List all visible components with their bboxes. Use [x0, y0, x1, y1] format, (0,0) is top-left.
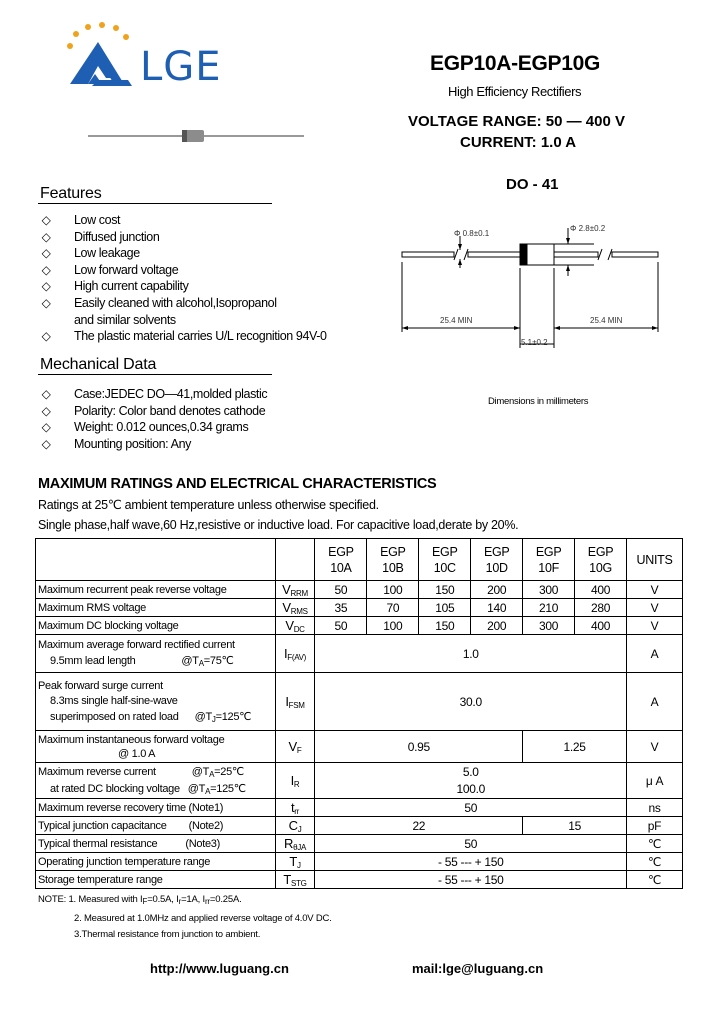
- table-row: Maximum instantaneous forward voltage @ 1.0 A $V_F$ 0.95 1.25 V: [36, 731, 683, 763]
- table-row: Typical thermal resistance (Note3) $R_{\theta JA}$ 50 ℃: [36, 835, 683, 853]
- note-1: NOTE: 1. Measured with $I_F=0.5A$, $I_r=1A$, $I_{rr}=0.25A$.: [38, 894, 242, 906]
- table-row: Maximum reverse current $@T_A=25℃$ at rated DC blocking voltage $@T_A=125℃$ $I_R$ 5.0 100.0 μ A: [36, 763, 683, 799]
- col-head-10a: EGP 10A: [315, 539, 367, 581]
- footer-website-link[interactable]: http://www.luguang.cn: [150, 961, 289, 976]
- bullet-diamond-icon: ◇: [41, 436, 51, 451]
- dimension-note: Dimensions in millimeters: [488, 396, 589, 407]
- bullet-diamond-icon: ◇: [41, 246, 51, 261]
- col-head-10g: EGP 10G: [575, 539, 627, 581]
- dim-lead-length-left: 25.4 MIN: [440, 316, 473, 325]
- table-row: Maximum average forward rectified current 9.5mm lead length $@T_A=75℃$ $I_{F(AV)}$ 1.0 A: [36, 635, 683, 673]
- col-head-10c: EGP 10C: [419, 539, 471, 581]
- list-item-continuation: and similar solvents: [74, 312, 176, 327]
- features-heading: Features: [40, 185, 102, 202]
- part-subtitle: High Efficiency Rectifiers: [448, 84, 582, 99]
- ratings-condition-1: Ratings at 25℃ ambient temperature unless otherwise specified.: [38, 498, 379, 512]
- bullet-diamond-icon: ◇: [41, 329, 51, 344]
- package-name: DO - 41: [506, 176, 559, 193]
- list-item: ◇ Diffused junction: [41, 229, 160, 244]
- footer-email-link[interactable]: mail:lge@luguang.cn: [412, 961, 544, 976]
- bullet-diamond-icon: ◇: [41, 403, 51, 418]
- list-item: ◇ High current capability: [41, 279, 189, 294]
- table-row: Maximum recurrent peak reverse voltage $V_{RRM}$ 50 100 150 200 300 400 V: [36, 581, 683, 599]
- mechanical-heading: Mechanical Data: [40, 356, 157, 373]
- voltage-range: VOLTAGE RANGE: 50 — 400 V: [408, 113, 625, 130]
- dim-body-length: 5.1±0.2: [521, 338, 548, 347]
- logo-text: LGE: [140, 44, 222, 90]
- ratings-heading: MAXIMUM RATINGS AND ELECTRICAL CHARACTERISTICS: [38, 476, 437, 492]
- package-dimension-drawing: [398, 220, 663, 350]
- table-header-row: [36, 539, 683, 581]
- bullet-diamond-icon: ◇: [41, 420, 51, 435]
- notes: [38, 892, 332, 944]
- list-item: ◇ Low leakage: [41, 246, 140, 261]
- features-list: [40, 212, 380, 345]
- part-number-title: EGP10A-EGP10G: [430, 52, 601, 75]
- features-underline: [38, 203, 272, 204]
- col-head-10b: EGP 10B: [367, 539, 419, 581]
- ratings-table: [35, 538, 683, 889]
- list-item: ◇ Polarity: Color band denotes cathode: [41, 403, 266, 418]
- table-row: Typical junction capacitance (Note2) $C_J$ 22 15 pF: [36, 817, 683, 835]
- list-item: ◇ The plastic material carries U/L recognition 94V-0: [41, 329, 327, 344]
- list-item: ◇ Low forward voltage: [41, 262, 179, 277]
- bullet-diamond-icon: ◇: [41, 262, 51, 277]
- table-row: Storage temperature range $T_{STG}$ - 55 --- + 150 ℃: [36, 871, 683, 889]
- dim-body-diameter: Φ 2.8±0.2: [570, 224, 606, 233]
- table-row: Peak forward surge current 8.3ms single half-sine-wave superimposed on rated load $@T_J=125℃$ $I_{FSM}$ 30.0 A: [36, 673, 683, 731]
- col-head-10f: EGP 10F: [523, 539, 575, 581]
- table-row: Operating junction temperature range $T_J$ - 55 --- + 150 ℃: [36, 853, 683, 871]
- dim-lead-diameter: Φ 0.8±0.1: [454, 229, 490, 238]
- list-item: ◇ Weight: 0.012 ounces,0.34 grams: [41, 420, 249, 435]
- bullet-diamond-icon: ◇: [41, 229, 51, 244]
- ratings-condition-2: Single phase,half wave,60 Hz,resistive or inductive load. For capacitive load,derate by 20%.: [38, 518, 519, 532]
- list-item: ◇ Easily cleaned with alcohol,Isopropanol: [41, 295, 277, 310]
- bullet-diamond-icon: ◇: [41, 295, 51, 310]
- note-2: 2. Measured at 1.0MHz and applied reverse voltage of 4.0V DC.: [74, 912, 332, 924]
- bullet-diamond-icon: ◇: [41, 213, 51, 227]
- current-rating: CURRENT: 1.0 A: [460, 134, 577, 151]
- company-logo: [62, 22, 242, 92]
- table-row: Maximum reverse recovery time (Note1) $t_{rr}$ 50 ns: [36, 799, 683, 817]
- mechanical-underline: [38, 374, 272, 375]
- col-head-units: UNITS: [627, 539, 683, 581]
- bullet-diamond-icon: ◇: [41, 387, 51, 401]
- bullet-diamond-icon: ◇: [41, 279, 51, 294]
- list-item: ◇ Mounting position: Any: [41, 436, 191, 451]
- col-head-10d: EGP 10D: [471, 539, 523, 581]
- diode-image: [88, 128, 304, 144]
- list-item: ◇ Low cost: [41, 213, 121, 227]
- table-row: Maximum RMS voltage $V_{RMS}$ 35 70 105 140 210 280 V: [36, 599, 683, 617]
- mechanical-list: [40, 386, 380, 452]
- table-row: Maximum DC blocking voltage $V_{DC}$ 50 100 150 200 300 400 V: [36, 617, 683, 635]
- dim-lead-length-right: 25.4 MIN: [590, 316, 623, 325]
- list-item: ◇ Case:JEDEC DO—41,molded plastic: [41, 387, 268, 401]
- note-3: 3.Thermal resistance from junction to ambient.: [74, 929, 261, 940]
